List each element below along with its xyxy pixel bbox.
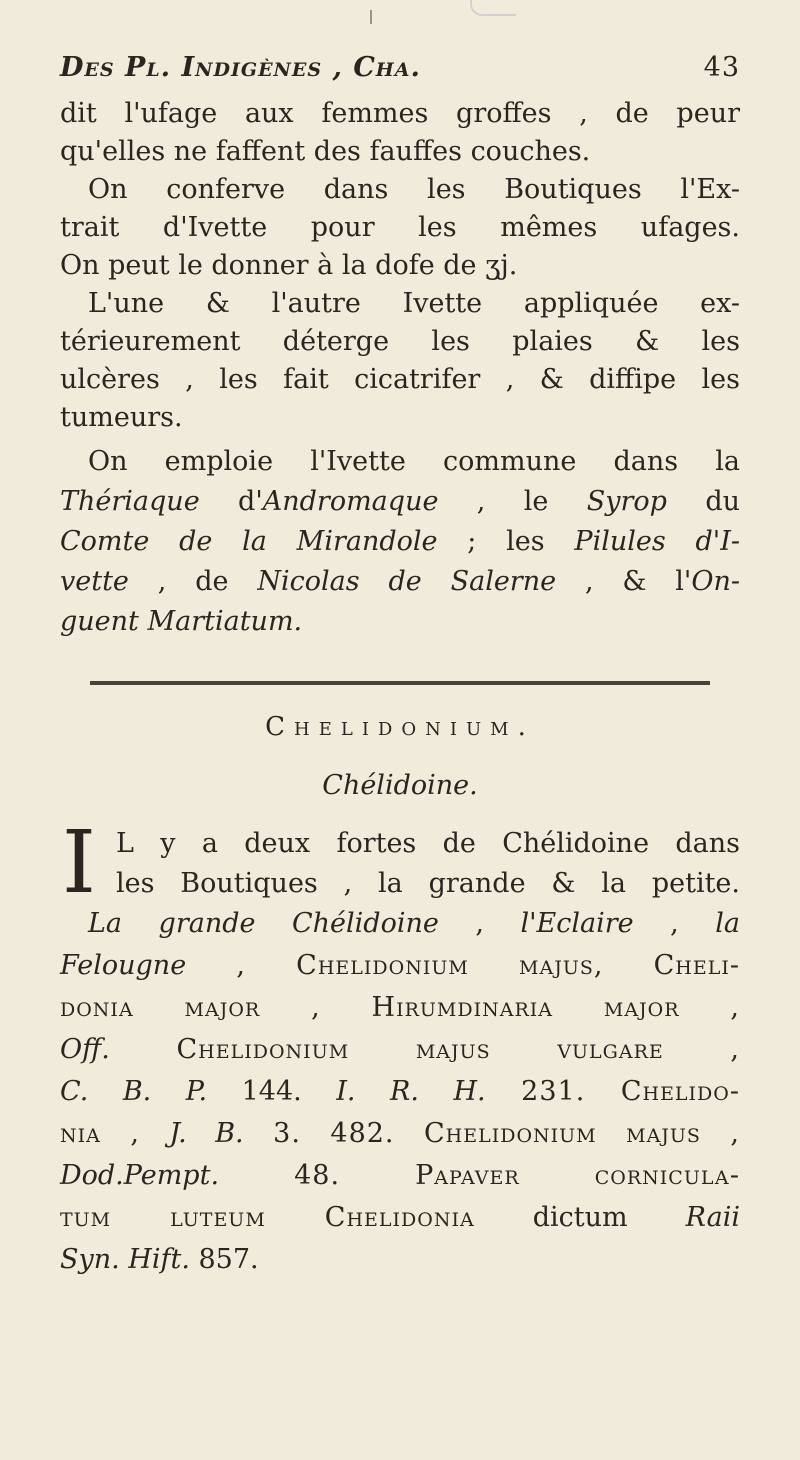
italic-term: Comte de la Mirandole	[60, 526, 438, 557]
italic-term: La grande Chélidoine	[88, 908, 439, 939]
italic-term: Felougne	[60, 950, 187, 981]
text-run: d'	[199, 486, 263, 517]
text-run: 231. Chelido-	[485, 1076, 740, 1107]
ink-blemish	[470, 0, 516, 16]
text-line: On conferve dans les Boutiques l'Ex-	[88, 174, 740, 205]
text-line	[88, 906, 740, 942]
italic-term: la	[715, 908, 740, 939]
section-title: Chelidonium.	[265, 712, 535, 742]
text-line: trait d'Ivette pour les mêmes ufages.	[60, 212, 740, 243]
page-mark	[370, 10, 372, 24]
text-run: 3. 482. Chelidonium majus ,	[243, 1118, 740, 1149]
running-title: Des Pl. Indigènes , Cha.	[60, 52, 421, 83]
section-subtitle: Chélidoine.	[322, 770, 478, 801]
text-line: guent Martiatum.	[60, 606, 303, 637]
italic-term: l'Eclaire	[520, 908, 634, 939]
page-number: 43	[703, 52, 740, 83]
text-line	[60, 484, 740, 520]
italic-term: C. B. P.	[60, 1076, 208, 1107]
text-run: 48. Papaver corniculа-	[219, 1160, 740, 1191]
text-run: 857.	[189, 1244, 259, 1275]
italic-term: vette	[60, 566, 129, 597]
text-line	[60, 1032, 740, 1068]
text-run: Chelidonium majus vulgare ,	[109, 1034, 740, 1065]
italic-term: Off.	[60, 1034, 110, 1065]
text-line	[60, 1200, 740, 1236]
text-run: , Chelidonium majus, Cheli-	[186, 950, 740, 981]
italic-term: Raii	[685, 1202, 740, 1233]
text-line: L'une & l'autre Ivette appliquée ex-	[88, 288, 740, 319]
text-run: 144.	[207, 1076, 337, 1107]
text-line	[60, 564, 740, 600]
text-line	[60, 1242, 740, 1278]
running-header	[60, 52, 740, 83]
text-run: tum luteum Chelidonia	[60, 1202, 475, 1233]
text-line: On peut le donner à la dofe de ʒj.	[60, 250, 518, 281]
text-line	[60, 1116, 740, 1152]
text-line: térieurement déterge les plaies & les	[60, 326, 740, 357]
italic-term: Nicolas de Salerne	[257, 566, 557, 597]
drop-cap: I	[62, 813, 96, 913]
italic-term: Syrop	[586, 486, 667, 517]
text-line	[60, 524, 740, 560]
italic-term: On-	[691, 566, 741, 597]
italic-term: J. B.	[169, 1118, 244, 1149]
text-run: , & l'	[556, 566, 692, 597]
text-run: ,	[633, 908, 716, 939]
italic-term: Syn. Hift.	[60, 1244, 190, 1275]
text-run: dictum	[474, 1202, 686, 1233]
text-line: dit l'ufage aux femmes groffes , de peur	[60, 98, 740, 129]
text-run: ,	[438, 908, 521, 939]
section-divider	[90, 681, 710, 685]
text-line: les Boutiques , la grande & la petite.	[116, 868, 740, 899]
italic-term: Thériaque	[60, 486, 200, 517]
text-line: ulcères , les fait cicatrifer , & diffipe les	[60, 364, 740, 395]
text-line	[60, 1158, 740, 1194]
italic-term: Andromaque	[262, 486, 439, 517]
italic-term: I. R. H.	[336, 1076, 486, 1107]
text-run: ; les	[437, 526, 575, 557]
text-run: nia ,	[60, 1118, 170, 1149]
text-run: du	[666, 486, 740, 517]
text-run: , le	[438, 486, 587, 517]
text-line: On emploie l'Ivette commune dans la	[88, 446, 740, 477]
italic-term: Dod.Pempt.	[60, 1160, 220, 1191]
text-line: L y a deux fortes de Chélidoine dans	[116, 828, 740, 859]
text-line: qu'elles ne faffent des fauffes couches.	[60, 136, 591, 167]
text-line	[60, 948, 740, 984]
text-run: , de	[128, 566, 258, 597]
text-line: donia major , Hirumdinaria major ,	[60, 992, 740, 1023]
text-line: tumeurs.	[60, 402, 183, 433]
text-line	[60, 1074, 740, 1110]
italic-term: Pilules d'I-	[574, 526, 740, 557]
